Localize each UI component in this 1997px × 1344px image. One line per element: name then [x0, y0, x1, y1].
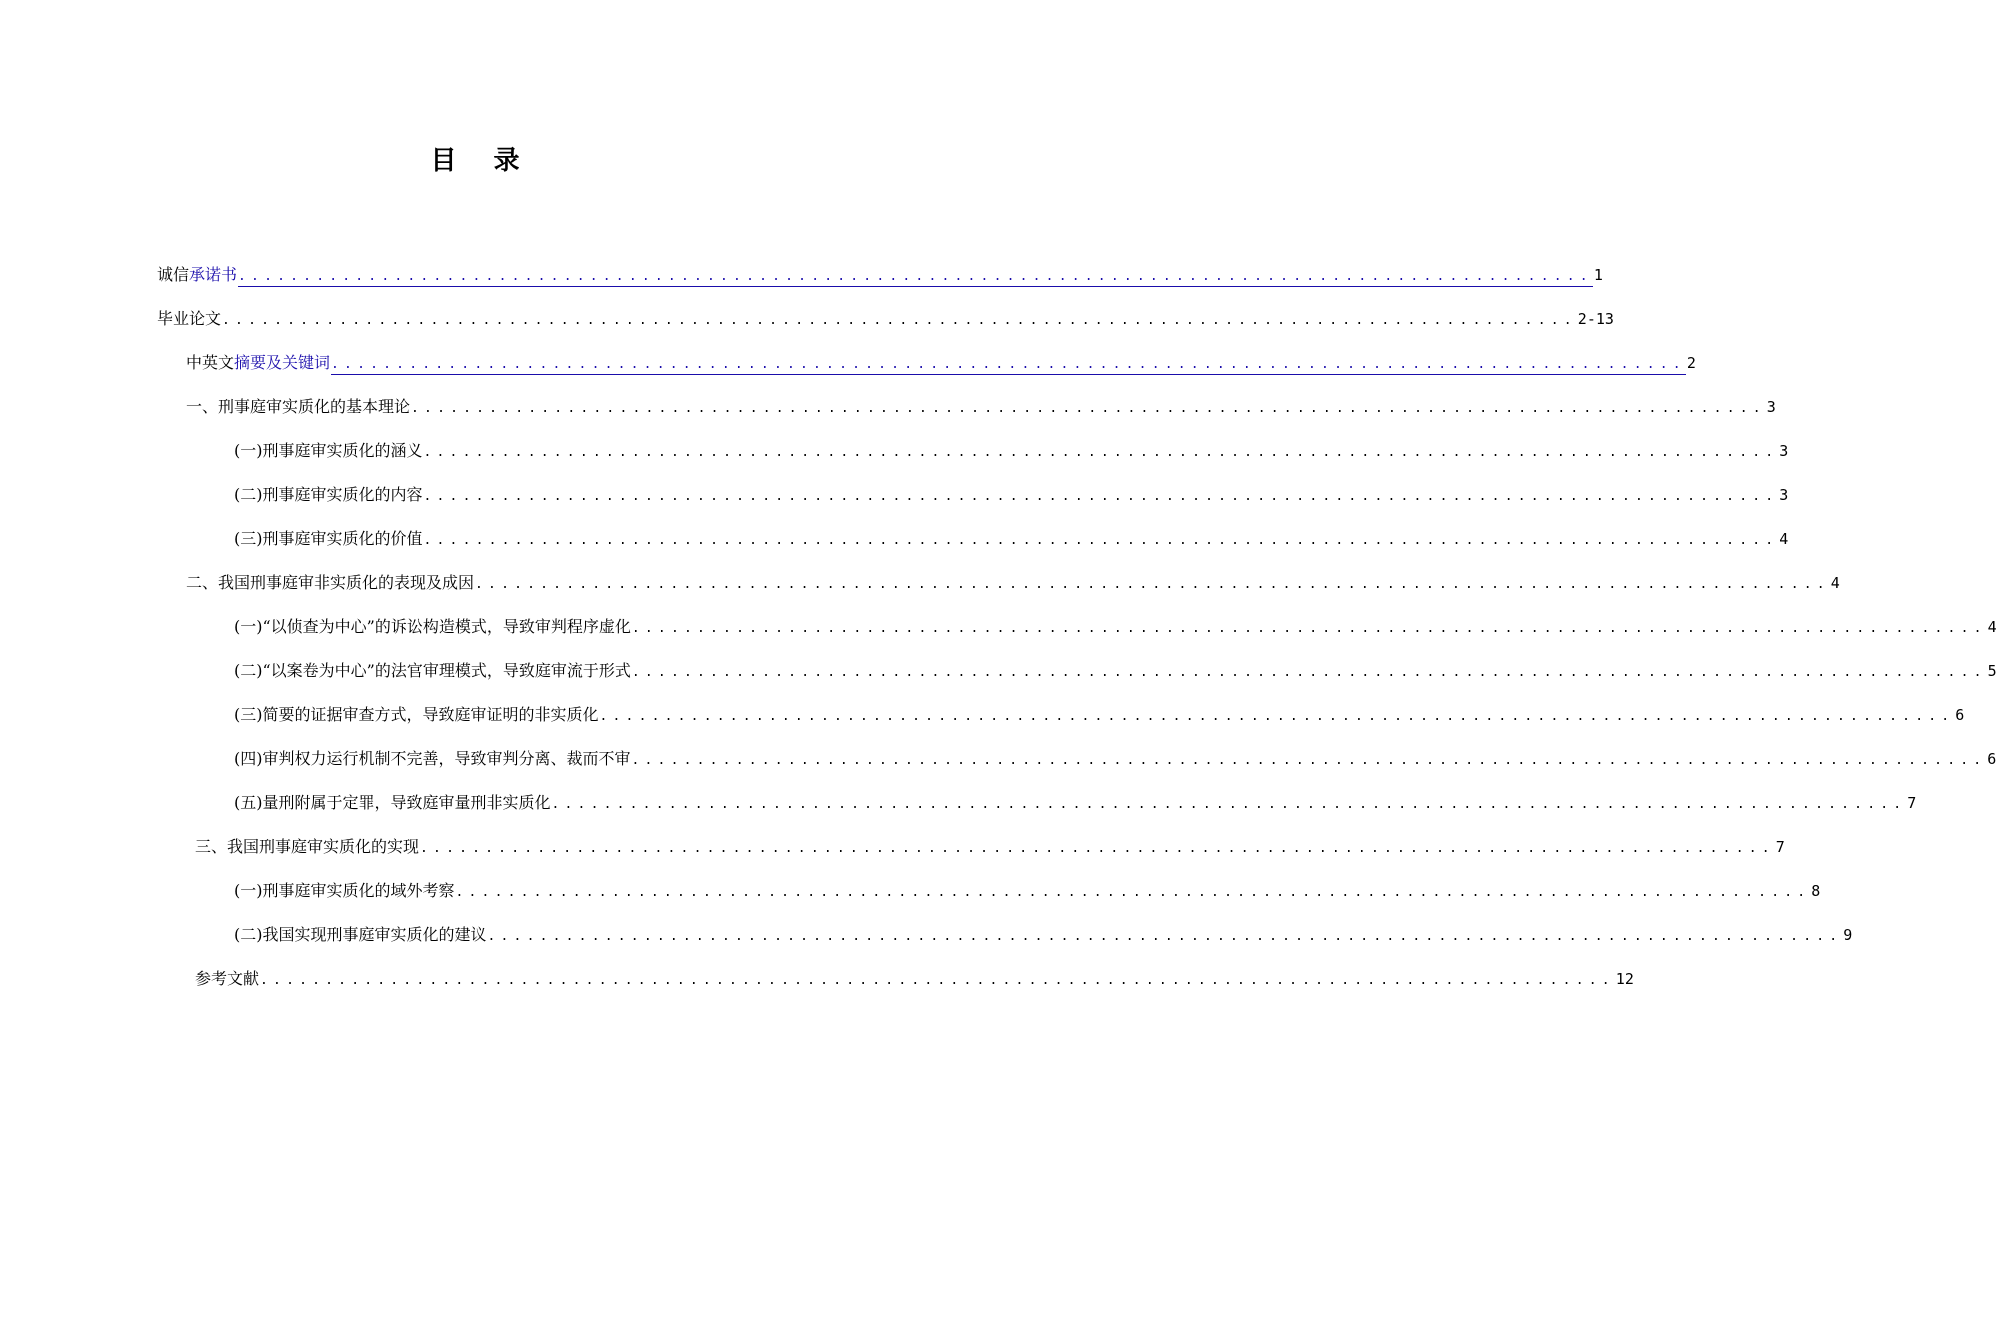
toc-leader-dots: ........................................................................................................ — [420, 841, 1775, 856]
toc-entry-link[interactable]: 摘要及关键词 — [234, 353, 331, 372]
toc-entry-2-2[interactable] — [234, 656, 1997, 686]
toc-entry-label: 毕业论文 — [157, 309, 222, 328]
toc-entry-label: (五)量刑附属于定罪，导致庭审量刑非实质化 — [234, 793, 551, 812]
toc-entry-label: (二)我国实现刑事庭审实质化的建议 — [234, 925, 487, 944]
toc-page-number: 2 — [1686, 354, 1696, 372]
toc-entry-pledge[interactable] — [157, 260, 1603, 290]
toc-entry-2-5[interactable] — [234, 788, 1917, 818]
page-title: 目 录 — [430, 146, 534, 176]
toc-entry-label: (一)刑事庭审实质化的域外考察 — [234, 881, 455, 900]
toc-leader-dots: ........................................................................................................ — [631, 753, 1987, 768]
toc-entry-label: (一)“以侦查为中心”的诉讼构造模式，导致审判程序虚化 — [234, 617, 631, 636]
toc-page-number: 2-13 — [1577, 310, 1614, 328]
toc-page-number: 3 — [1766, 398, 1776, 416]
toc-leader-dots: ........................................................................................................ — [455, 885, 1811, 900]
toc-page-number: 7 — [1907, 794, 1917, 812]
toc-entry-label: 三、我国刑事庭审实质化的实现 — [195, 837, 420, 856]
toc-entry-label: (三)刑事庭审实质化的价值 — [234, 529, 423, 548]
toc-entry-label: (二)刑事庭审实质化的内容 — [234, 485, 423, 504]
toc-entry-label: 参考文献 — [195, 969, 260, 988]
toc-entry-2-1[interactable] — [234, 612, 1997, 642]
toc-entry-1-3[interactable] — [234, 524, 1789, 554]
toc-page-number: 9 — [1843, 926, 1853, 944]
toc-leader-dots: ........................................................................................................ — [551, 797, 1907, 812]
toc-leader-dots: ........................................................................................................ — [238, 268, 1593, 287]
toc-entry-2-4[interactable] — [234, 744, 1997, 774]
toc-page-number: 1 — [1593, 266, 1603, 284]
toc-entry-label: 诚信 — [157, 265, 190, 284]
toc-entry-3-2[interactable] — [234, 920, 1853, 950]
toc-page-number: 12 — [1615, 970, 1634, 988]
toc-leader-dots: ........................................................................................................ — [411, 401, 1766, 416]
toc-leader-dots: ........................................................................................................ — [475, 577, 1830, 592]
toc-page-number: 4 — [1987, 618, 1997, 636]
toc-entry-3-1[interactable] — [234, 876, 1821, 906]
toc-page-number: 5 — [1987, 662, 1997, 680]
toc-entry-label: 中英文 — [186, 353, 235, 372]
toc-leader-dots: ........................................................................................................ — [631, 665, 1987, 680]
toc-page-number: 8 — [1811, 882, 1821, 900]
toc-page-number: 3 — [1779, 442, 1789, 460]
toc-entry-chapter-1[interactable] — [186, 392, 1776, 422]
toc-entry-1-2[interactable] — [234, 480, 1789, 510]
toc-page-number: 3 — [1779, 486, 1789, 504]
toc-entry-label: 一、刑事庭审实质化的基本理论 — [186, 397, 411, 416]
toc-entry-label: (二)“以案卷为中心”的法官审理模式，导致庭审流于形式 — [234, 661, 631, 680]
toc-entry-label: 二、我国刑事庭审非实质化的表现及成因 — [186, 573, 475, 592]
toc-entry-abstract[interactable] — [186, 348, 1696, 378]
toc-page-number: 6 — [1987, 750, 1997, 768]
toc-page-number: 6 — [1955, 706, 1965, 724]
toc-entry-label: (一)刑事庭审实质化的涵义 — [234, 441, 423, 460]
toc-page-number: 4 — [1830, 574, 1840, 592]
toc-leader-dots: ........................................................................................................ — [423, 533, 1779, 548]
toc-leader-dots: ........................................................................................................ — [631, 621, 1987, 636]
toc-leader-dots: ........................................................................................................ — [423, 489, 1779, 504]
toc-page-number: 7 — [1775, 838, 1785, 856]
toc-entry-1-1[interactable] — [234, 436, 1789, 466]
toc-leader-dots: ........................................................................................................ — [487, 929, 1843, 944]
toc-leader-dots: ........................................................................................................ — [423, 445, 1779, 460]
toc-entry-2-3[interactable] — [234, 700, 1965, 730]
toc-leader-dots: ........................................................................................................ — [222, 313, 1577, 328]
toc-entry-label: (四)审判权力运行机制不完善，导致审判分离、裁而不审 — [234, 749, 631, 768]
toc-entry-thesis[interactable] — [157, 304, 1614, 334]
toc-page-number: 4 — [1779, 530, 1789, 548]
toc-entry-references[interactable] — [195, 964, 1634, 994]
toc-leader-dots: ........................................................................................................ — [331, 356, 1686, 375]
toc-leader-dots: ........................................................................................................ — [599, 709, 1955, 724]
toc-entry-chapter-2[interactable] — [186, 568, 1840, 598]
toc-entry-label: (三)简要的证据审查方式，导致庭审证明的非实质化 — [234, 705, 599, 724]
toc-leader-dots: ........................................................................................................ — [260, 973, 1615, 988]
toc-entry-link[interactable]: 承诺书 — [189, 265, 238, 284]
toc-entry-chapter-3[interactable] — [195, 832, 1785, 862]
